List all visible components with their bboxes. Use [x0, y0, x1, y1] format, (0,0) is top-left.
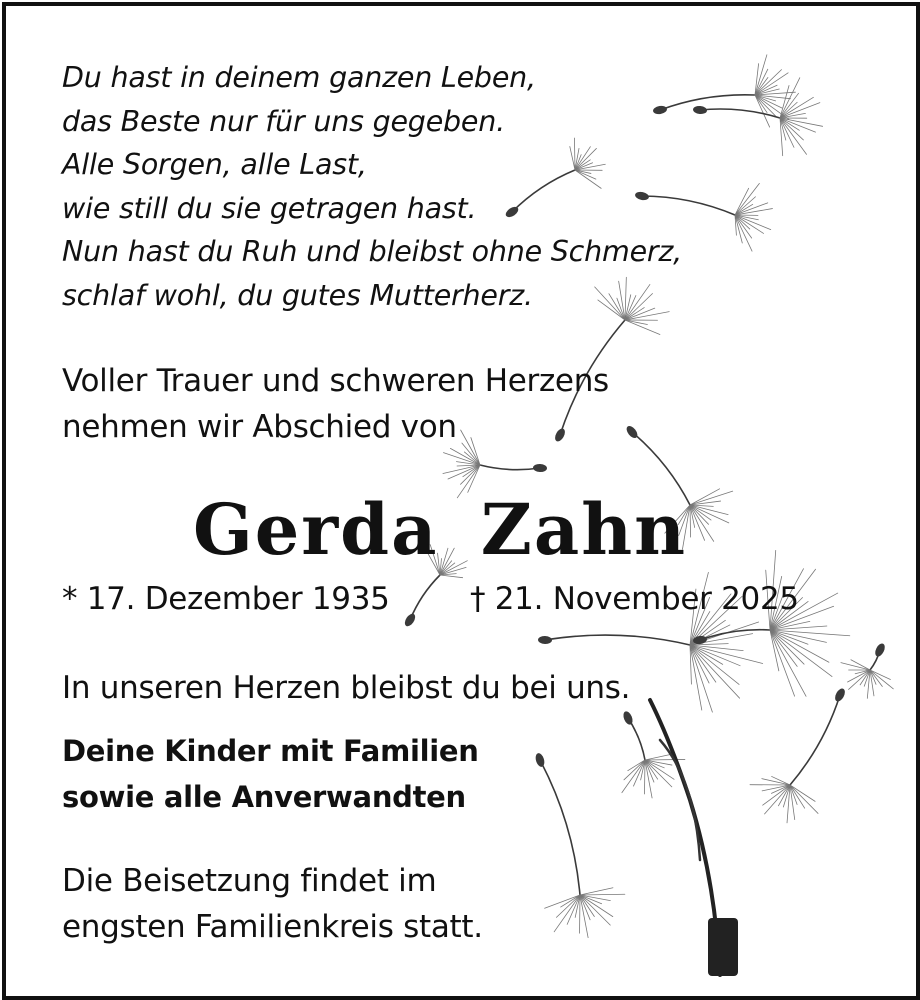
- intro-line: nehmen wir Abschied von: [62, 409, 457, 445]
- birth-date: * 17. Dezember 1935: [62, 581, 390, 617]
- intro-line: Voller Trauer und schweren Herzens: [62, 363, 609, 399]
- mourners-line: Deine Kinder mit Familien: [62, 734, 479, 768]
- funeral-line: engsten Familienkreis statt.: [62, 909, 483, 945]
- deceased-name: Gerda Zahn: [192, 488, 688, 571]
- poem-line: Nun hast du Ruh und bleibst ohne Schmerz,: [62, 235, 683, 268]
- poem-line: wie still du sie getragen hast.: [62, 191, 477, 225]
- death-date: † 21. November 2025: [470, 581, 799, 617]
- memorial-poem: [62, 56, 682, 317]
- farewell-intro: [62, 358, 609, 450]
- remembrance-line: In unseren Herzen bleibst du bei uns.: [62, 670, 631, 706]
- funeral-note: [62, 858, 483, 950]
- poem-line: Du hast in deinem ganzen Leben,: [62, 61, 536, 94]
- poem-line: Alle Sorgen, alle Last,: [62, 148, 367, 181]
- mourners-signature: [62, 728, 479, 820]
- poem-line: schlaf wohl, du gutes Mutterherz.: [62, 278, 533, 312]
- funeral-line: Die Beisetzung findet im: [62, 863, 437, 899]
- mourners-line: sowie alle Anverwandten: [62, 780, 466, 814]
- poem-line: das Beste nur für uns gegeben.: [62, 104, 505, 138]
